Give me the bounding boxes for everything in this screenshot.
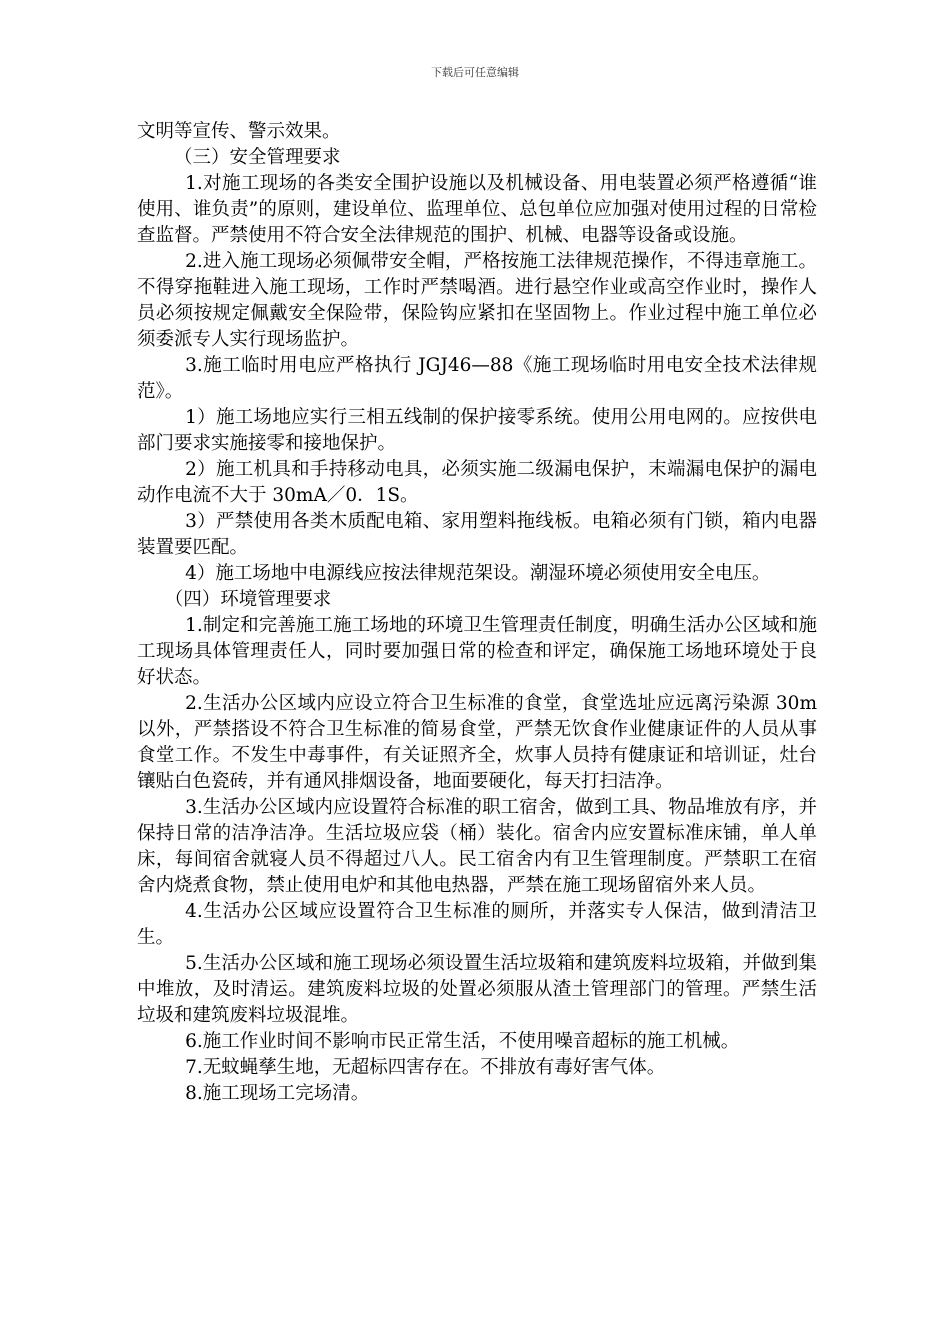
paragraph-continuation: 文明等宣传、警示效果。 (137, 121, 341, 142)
paragraph: 1）施工场地应实行三相五线制的保护接零系统。使用公用电网的。应按供电部门要求实施接零和接地保护。 (137, 407, 817, 454)
paragraph: 6.施工作业时间不影响市民正常生活，不使用噪音超标的施工机械。 (185, 1031, 740, 1052)
paragraph: 1.制定和完善施工施工场地的环境卫生管理责任制度，明确生活办公区域和施工现场具体管理责任人，同时要加强日常的检查和评定，确保施工场地环境处于良好状态。 (137, 615, 817, 688)
paragraph: 7.无蚊蝇孳生地，无超标四害存在。不排放有毒好害气体。 (185, 1057, 666, 1078)
paragraph: 3）严禁使用各类木质配电箱、家用塑料拖线板。电箱必须有门锁，箱内电器装置要匹配。 (137, 511, 817, 558)
paragraph: 4.生活办公区域应设置符合卫生标准的厕所，并落实专人保洁，做到清洁卫生。 (137, 901, 817, 948)
page-header-note: 下载后可任意编辑 (431, 66, 519, 79)
paragraph: 4）施工场地中电源线应按法律规范架设。潮湿环境必须使用安全电压。 (185, 563, 771, 584)
section-heading-environment: （四）环境管理要求 (164, 589, 332, 610)
paragraph: 1.对施工现场的各类安全围护设施以及机械设备、用电装置必须严格遵循“谁使用、谁负责”的原则，建设单位、监理单位、总包单位应加强对使用过程的日常检查监督。严禁使用不符合安全法律规范的围护、机械、电器等设备或设施。 (137, 173, 817, 246)
paragraph: 2.生活办公区域内应设立符合卫生标准的食堂，食堂选址应远离污染源 30m 以外，严禁搭设不符合卫生标准的简易食堂，严禁无饮食作业健康证件的人员从事食堂工作。不发生中毒事件，有关证照齐全，炊事人员持有健康证和培训证，灶台镶贴白色瓷砖，并有通风排烟设备，地面要硬化，每天打扫洁净。 (137, 693, 817, 792)
paragraph: 8.施工现场工完场清。 (185, 1083, 370, 1104)
paragraph: 5.生活办公区域和施工现场必须设置生活垃圾箱和建筑废料垃圾箱，并做到集中堆放，及时清运。建筑废料垃圾的处置必须服从渣土管理部门的管理。严禁生活垃圾和建筑废料垃圾混堆。 (137, 953, 817, 1026)
paragraph: 3.施工临时用电应严格执行 JGJ46—88《施工现场临时用电安全技术法律规范》。 (137, 355, 817, 402)
paragraph: 2.进入施工现场必须佩带安全帽，严格按施工法律规范操作，不得违章施工。不得穿拖鞋进入施工现场，工作时严禁喝酒。进行悬空作业或高空作业时，操作人员必须按规定佩戴安全保险带，保险钩应紧扣在坚固物上。作业过程中施工单位必须委派专人实行现场监护。 (137, 251, 817, 350)
section-heading-safety: （三）安全管理要求 (174, 147, 341, 168)
paragraph: 3.生活办公区域内应设置符合标准的职工宿舍，做到工具、物品堆放有序，并保持日常的洁净洁净。生活垃圾应袋（桶）装化。宿舍内应安置标准床铺，单人单床，每间宿舍就寝人员不得超过八人。民工宿舍内有卫生管理制度。严禁职工在宿舍内烧煮食物，禁止使用电炉和其他电热器，严禁在施工现场留宿外来人员。 (137, 797, 817, 896)
document-body (137, 119, 817, 1107)
paragraph: 2）施工机具和手持移动电具，必须实施二级漏电保护，末端漏电保护的漏电动作电流不大于 30mA／0．1S。 (137, 459, 817, 506)
